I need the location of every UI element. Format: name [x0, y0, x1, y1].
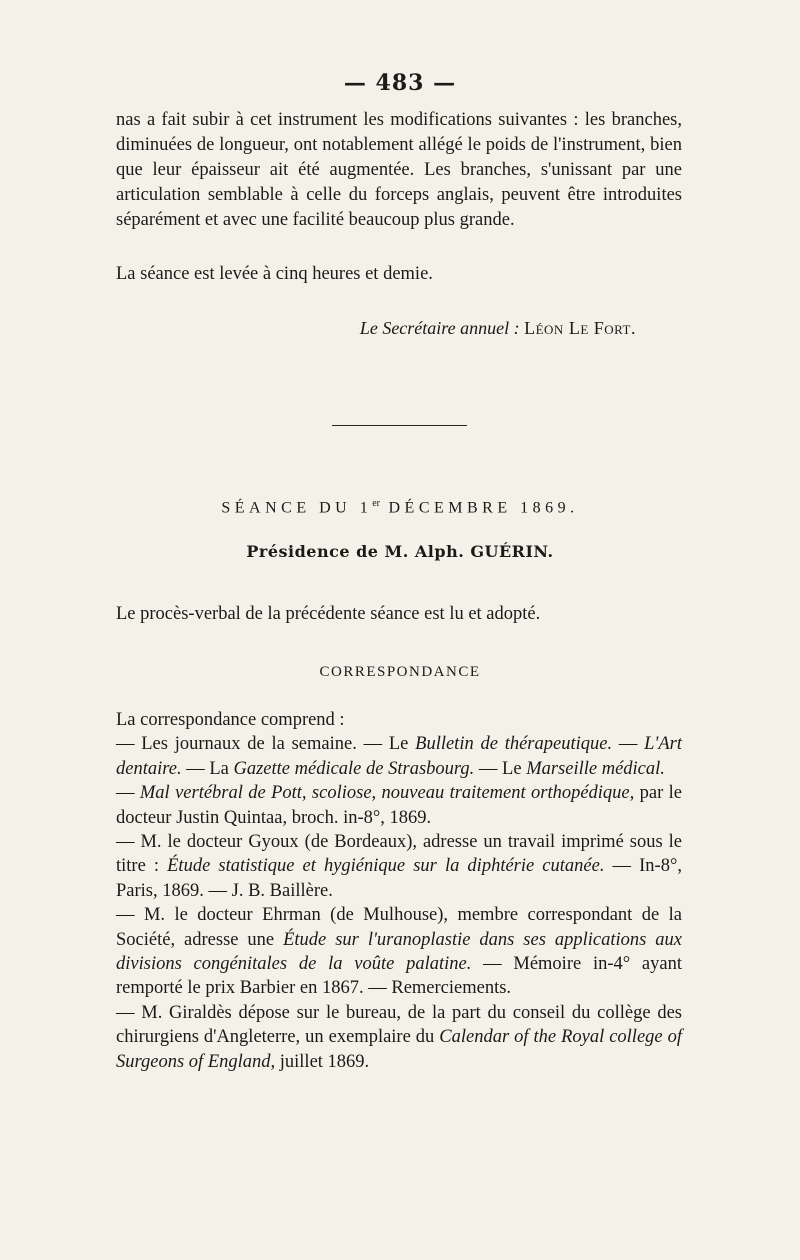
- item1-text-e: — La: [181, 758, 234, 779]
- proces-verbal: Le procès-verbal de la précédente séance est lu et adopté.: [116, 604, 541, 624]
- item3-text-a: — M. le docteur Gyoux (de Bordeaux), adresse un travail imprimé sous le titre :: [116, 832, 682, 877]
- closing-line: La séance est levée à cinq heures et demie.: [116, 264, 433, 284]
- correspondance-item-5: [116, 1001, 682, 1074]
- item1-title-gazette: Gazette médicale de Strasbourg.: [233, 758, 475, 779]
- item3-text-c: — In-8°, Paris, 1869. — J. B. Baillère.: [116, 856, 682, 901]
- item1-title-bulletin: Bulletin de thérapeutique.: [415, 734, 613, 755]
- correspondance-body: [116, 708, 682, 1074]
- item1-title-marseille: Marseille médical.: [526, 758, 665, 779]
- presidence-line: Présidence de M. Alph. GUÉRIN.: [246, 542, 554, 561]
- correspondance-intro: La correspondance comprend :: [116, 710, 345, 730]
- item1-text-g: — Le: [474, 758, 527, 779]
- intro-paragraph: nas a fait subir à cet instrument les modifications suivantes : les branches, diminuées de longueur, ont notablement allégé le poids de l'instrument, bien que leur épaisseur ait été augmentée. Les branches, s'unissant par une articulation semblable à celle du forceps anglais, peuvent être introduites séparément et avec une facilité beaucoup plus grande.: [116, 110, 682, 230]
- item1-text-a: — Les journaux de la semaine. — Le: [116, 734, 416, 755]
- signature-role: Le Secrétaire annuel :: [359, 318, 520, 338]
- item5-title: Calendar of the Royal college of Surgeons of England,: [116, 1027, 682, 1072]
- correspondance-item-3: [116, 830, 682, 903]
- session-heading-pre: SÉANCE DU 1: [221, 499, 373, 517]
- item2-text-c: par le docteur Justin Quintaa, broch. in-8°, 1869.: [116, 783, 683, 828]
- item3-title: Étude statistique et hygiénique sur la diphtérie cutanée.: [167, 856, 605, 877]
- session-heading-post: DÉCEMBRE 1869.: [380, 499, 579, 517]
- session-heading-sup: er: [372, 498, 380, 509]
- section-divider: [332, 425, 467, 426]
- item5-text-c: juillet 1869.: [275, 1051, 370, 1072]
- correspondance-item-2: [116, 781, 682, 830]
- item5-text-a: — M. Giraldès dépose sur le bureau, de la part du conseil du collège des chirurgiens d'Angleterre, un exemplaire du: [116, 1002, 682, 1048]
- intro-paragraph-block: [116, 108, 682, 233]
- item1-title-art-dentaire: L'Art dentaire.: [116, 734, 682, 779]
- item4-title: Étude sur l'uranoplastie dans ses applications aux divisions congénitales de la voûte palatine.: [116, 929, 683, 975]
- item2-text-a: —: [116, 783, 140, 804]
- item2-title: Mal vertébral de Pott, scoliose, nouveau traitement orthopédique,: [139, 783, 635, 804]
- item1-text-c: —: [612, 734, 645, 755]
- correspondance-title: CORRESPONDANCE: [319, 664, 481, 680]
- signature: [116, 318, 636, 339]
- item4-text-c: — Mémoire in-4° ayant remporté le prix Barbier en 1867. — Remerciements.: [116, 954, 682, 999]
- session-heading: [0, 498, 800, 517]
- signature-name: Léon Le Fort.: [524, 318, 636, 338]
- correspondance-item-4: [116, 903, 682, 1001]
- correspondance-item-1: [116, 732, 682, 781]
- page-number: — 483 —: [343, 70, 457, 96]
- item4-text-a: — M. le docteur Ehrman (de Mulhouse), membre correspondant de la Société, adresse une: [116, 905, 682, 950]
